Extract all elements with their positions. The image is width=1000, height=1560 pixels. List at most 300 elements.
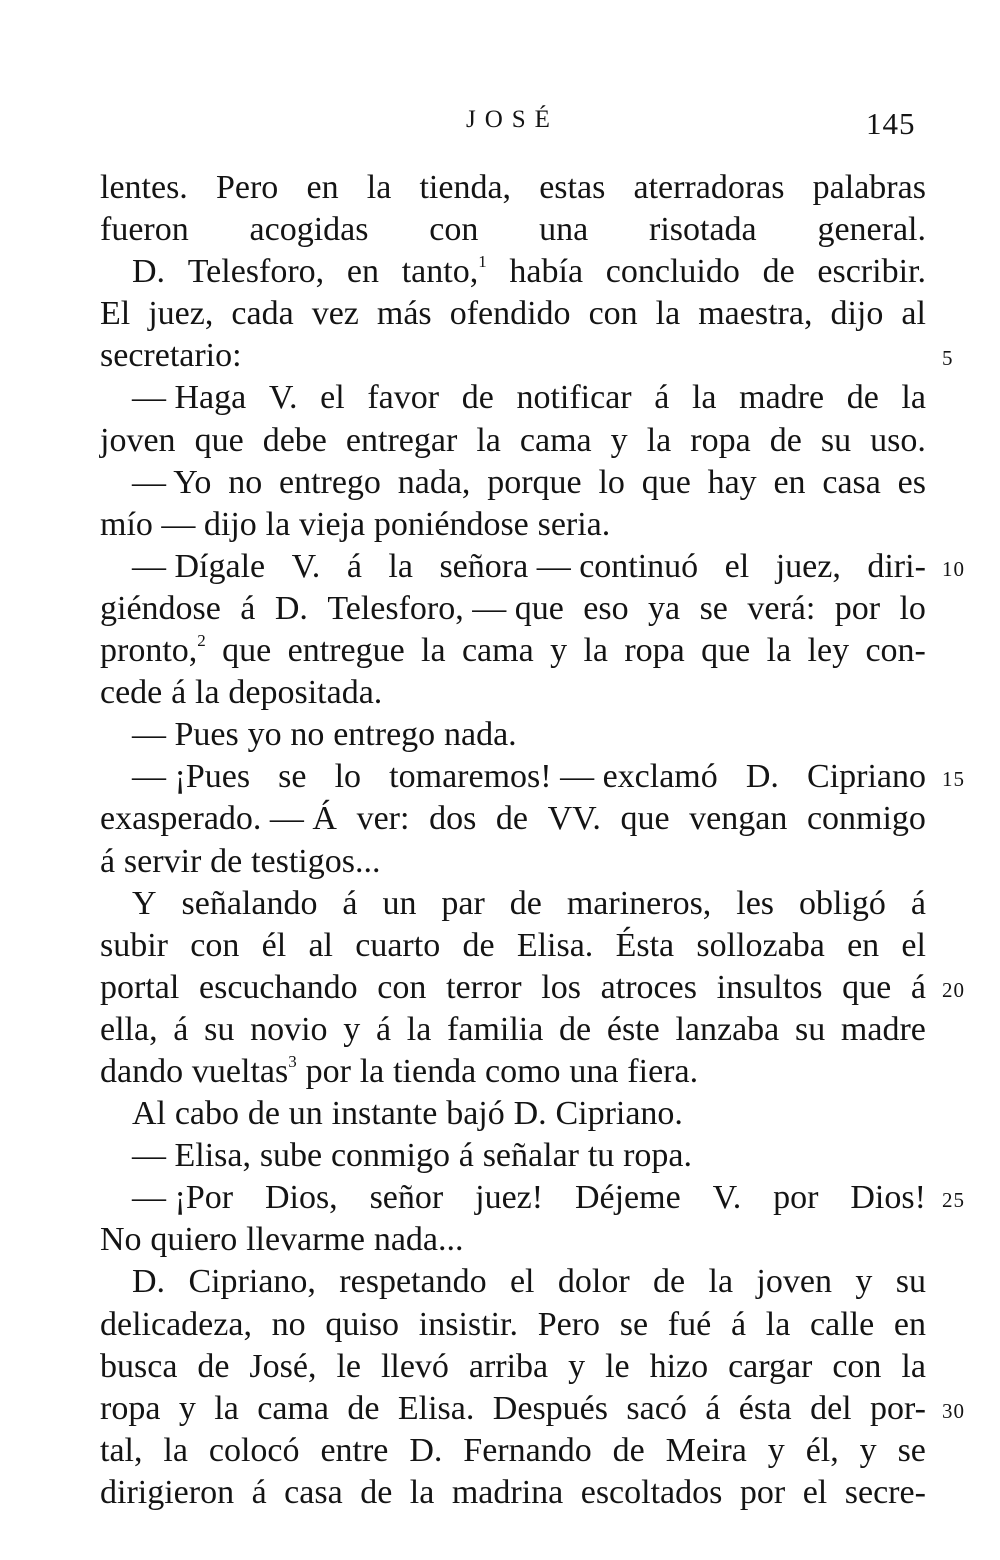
word: de <box>762 253 795 291</box>
word: hay <box>707 463 757 501</box>
word: arriba <box>468 1347 549 1385</box>
word: se <box>699 589 728 627</box>
word: y <box>343 1010 361 1048</box>
word: calle <box>810 1305 875 1343</box>
word: obligó <box>798 884 886 922</box>
word: que <box>701 632 751 670</box>
word: de <box>462 926 495 964</box>
word: entrego <box>278 463 381 501</box>
text-line <box>100 841 926 883</box>
text-line <box>100 1135 926 1177</box>
word: ella, <box>100 1010 158 1048</box>
word: por <box>305 1052 351 1090</box>
word: dolor <box>557 1263 630 1301</box>
word: con <box>588 295 638 333</box>
word: nada. <box>444 716 517 754</box>
word: D. <box>132 253 166 291</box>
word: V. <box>712 1179 742 1217</box>
word: hizo <box>649 1347 709 1385</box>
word: no <box>290 716 325 754</box>
word: — ¡Pues <box>132 758 251 796</box>
word: en <box>346 253 379 291</box>
word: debe <box>262 421 327 459</box>
word: insultos <box>716 968 823 1006</box>
word: Déjeme <box>574 1179 681 1217</box>
word: ofendido <box>449 295 571 333</box>
word: una <box>569 1052 619 1090</box>
word: la <box>476 421 501 459</box>
line-number-marker: 30 <box>942 1398 965 1423</box>
word: con <box>429 211 479 249</box>
word: joven <box>756 1263 832 1301</box>
text-line <box>100 756 965 798</box>
word: vieja <box>299 505 366 543</box>
word: bajó <box>446 1095 505 1133</box>
text-line <box>100 925 926 967</box>
word: vez <box>311 295 359 333</box>
word: á <box>910 884 926 922</box>
word: con <box>832 1347 882 1385</box>
word: depositada. <box>228 674 383 712</box>
word: á <box>100 842 116 880</box>
word: ésta <box>738 1389 792 1427</box>
word: uso. <box>870 421 926 459</box>
text-line <box>100 1304 926 1346</box>
word: á <box>171 674 187 712</box>
word: con- <box>865 632 926 670</box>
text-line <box>100 1430 926 1472</box>
word: vueltas$^3$ <box>191 1051 297 1090</box>
word: de <box>769 421 802 459</box>
word: Dios, <box>264 1179 338 1217</box>
word: instante <box>331 1095 438 1133</box>
word: madre <box>739 379 825 417</box>
word: el <box>724 547 750 585</box>
word: cama <box>257 1389 329 1427</box>
word: de <box>247 1095 280 1133</box>
word: Telesforo, — que <box>327 589 564 627</box>
word: al <box>901 295 926 333</box>
word: Pero <box>537 1305 601 1343</box>
word: juez, <box>775 547 841 585</box>
word: su <box>895 1263 926 1301</box>
word: de <box>559 1010 592 1048</box>
word: pronto,$^2$ <box>100 631 206 670</box>
word: ley <box>807 632 850 670</box>
word: quiero <box>150 1221 238 1259</box>
word: de <box>509 884 542 922</box>
line-number-marker: 5 <box>942 346 954 371</box>
word: exasperado. — Á <box>100 800 337 838</box>
text-line <box>100 630 926 672</box>
word: quiso <box>325 1305 400 1343</box>
word: seria. <box>537 505 611 543</box>
word: casa <box>284 1473 343 1511</box>
word: risotada <box>649 211 757 249</box>
text-line <box>100 714 926 756</box>
word: D. <box>745 758 779 796</box>
word: de <box>612 1431 645 1469</box>
word: á <box>240 589 256 627</box>
text-line <box>100 420 926 462</box>
word: D. <box>409 1431 443 1469</box>
text-line <box>100 1093 926 1135</box>
word: el <box>509 1263 535 1301</box>
word: favor <box>367 379 440 417</box>
word: tienda <box>393 1052 477 1090</box>
word: la <box>163 1431 188 1469</box>
word: — Pues <box>132 716 239 754</box>
word: se <box>278 758 307 796</box>
word: por- <box>870 1389 926 1427</box>
word: terror <box>446 968 522 1006</box>
word: y <box>568 1347 586 1385</box>
word: tomaremos! — exclamó <box>389 758 718 796</box>
word: aterradoras <box>633 169 785 206</box>
word: insistir. <box>418 1305 518 1343</box>
word: general. <box>817 211 926 249</box>
word: el <box>802 1473 828 1511</box>
word: y <box>855 1263 873 1301</box>
word: Y <box>132 884 157 922</box>
word: de <box>360 1473 393 1511</box>
word: llevó <box>380 1347 449 1385</box>
word: él <box>261 926 287 964</box>
word: lo <box>899 589 926 627</box>
word: — Dígale <box>132 547 266 585</box>
word: ropa <box>690 421 751 459</box>
word: entregue <box>287 632 405 670</box>
word: un <box>288 1095 323 1133</box>
word: nada, <box>397 463 471 501</box>
word: El <box>100 295 131 333</box>
word: par <box>441 884 485 922</box>
word: en <box>893 1305 926 1343</box>
word: fiera. <box>627 1052 699 1090</box>
word: servir <box>123 842 202 880</box>
word: No <box>100 1221 142 1259</box>
word: de <box>495 800 528 838</box>
word: por <box>834 589 881 627</box>
word: los <box>541 968 581 1006</box>
word: de <box>347 1389 380 1427</box>
word: les <box>736 884 775 922</box>
text-line <box>100 335 954 377</box>
word: Elisa. <box>516 926 594 964</box>
word: dijo <box>830 295 884 333</box>
word: á <box>375 1010 392 1048</box>
word: — Haga <box>132 379 247 417</box>
word: señalando <box>181 884 318 922</box>
text-line <box>100 1388 965 1430</box>
text-line <box>100 1346 926 1388</box>
word: había <box>509 253 584 291</box>
word: cama <box>519 421 592 459</box>
word: entre <box>320 1431 389 1469</box>
word: no <box>228 463 263 501</box>
word: Al <box>132 1095 166 1133</box>
word: tal, <box>100 1431 143 1469</box>
word: secre- <box>844 1473 926 1511</box>
word: conmigo <box>330 1137 450 1175</box>
word: su <box>794 1010 826 1048</box>
word: nada... <box>373 1221 464 1259</box>
word: concluido <box>605 253 740 291</box>
word: y <box>767 1431 785 1469</box>
word: madre <box>840 1010 926 1048</box>
word: cabo <box>174 1095 240 1133</box>
word: su <box>204 1010 235 1048</box>
text-line <box>100 462 926 504</box>
word: que <box>641 463 691 501</box>
word: lo <box>334 758 362 796</box>
word: ropa <box>100 1389 161 1427</box>
word: dando <box>100 1052 184 1090</box>
line-number-marker: 25 <box>942 1188 965 1213</box>
word: la <box>691 379 717 417</box>
word: subir <box>100 926 168 964</box>
word: entrego <box>333 716 436 754</box>
word: diri- <box>867 547 926 585</box>
word: más <box>376 295 432 333</box>
word: á <box>342 884 358 922</box>
word: una <box>539 211 589 249</box>
word: entregar <box>345 421 458 459</box>
word: poniéndose <box>373 505 529 543</box>
word: sollozaba <box>696 926 825 964</box>
word: de <box>653 1263 686 1301</box>
word: y <box>859 1431 877 1469</box>
word: señalar <box>482 1137 579 1175</box>
word: ver: <box>356 800 410 838</box>
running-title: JOSÉ <box>466 106 559 133</box>
word: D. <box>513 1095 547 1133</box>
text-line <box>100 1009 926 1051</box>
word: escribir. <box>817 253 926 291</box>
word: éste <box>606 1010 660 1048</box>
word: á <box>910 968 926 1006</box>
word: que <box>194 421 244 459</box>
text-line <box>100 167 926 209</box>
text-line <box>100 1261 926 1303</box>
text-line <box>100 1177 965 1219</box>
word: cargar <box>728 1347 813 1385</box>
text-line <box>100 1219 926 1261</box>
word: ropa. <box>623 1137 693 1175</box>
word: Pero <box>215 169 279 206</box>
word: cede <box>100 674 163 712</box>
word: sube <box>259 1137 323 1175</box>
word: ropa <box>624 632 685 670</box>
line-number-marker: 15 <box>942 767 965 792</box>
word: porque <box>487 463 582 501</box>
word: Después <box>492 1389 608 1427</box>
word: cuarto <box>355 926 441 964</box>
word: novio <box>250 1010 328 1048</box>
word: tu <box>587 1137 615 1175</box>
word: la <box>583 632 608 670</box>
line-number-marker: 20 <box>942 977 965 1002</box>
word: cada <box>231 295 294 333</box>
word: ya <box>648 589 681 627</box>
page-number: 145 <box>866 106 916 141</box>
word: le <box>605 1347 630 1385</box>
word: palabras <box>812 169 926 206</box>
word: dirigieron <box>100 1473 235 1511</box>
word: secretario: <box>100 337 242 375</box>
word: yo <box>247 716 282 754</box>
word: vengan <box>689 800 788 838</box>
word: le <box>336 1347 361 1385</box>
word: D. <box>132 1263 166 1301</box>
text-line <box>100 588 926 630</box>
word: Elisa. <box>397 1389 475 1427</box>
word: la <box>195 674 220 712</box>
word: mío — dijo <box>100 505 257 543</box>
word: Cipriano <box>807 758 926 796</box>
word: Meira <box>665 1431 747 1469</box>
word: la <box>901 379 926 417</box>
word: cama <box>461 632 534 670</box>
text-line <box>100 1051 926 1093</box>
word: y <box>550 632 568 670</box>
word: juez, <box>148 295 214 333</box>
word: escoltados <box>580 1473 723 1511</box>
word: casa <box>822 463 881 501</box>
text-line <box>100 798 926 840</box>
word: se <box>897 1431 926 1469</box>
word: verá: <box>747 589 816 627</box>
word: D. <box>274 589 308 627</box>
word: Fernando <box>463 1431 592 1469</box>
word: Ésta <box>615 926 675 964</box>
word: con <box>190 926 240 964</box>
word: á <box>251 1473 267 1511</box>
word: el <box>320 379 345 417</box>
word: señora — continuó <box>439 547 699 585</box>
text-line <box>100 293 926 335</box>
word: busca <box>100 1347 178 1385</box>
word: señor <box>369 1179 444 1217</box>
word: la <box>708 1263 734 1301</box>
word: es <box>897 463 926 501</box>
word: colocó <box>208 1431 300 1469</box>
word: á <box>346 547 362 585</box>
word: Cipriano, <box>188 1263 316 1301</box>
word: la <box>901 1347 926 1385</box>
word: familia <box>447 1010 544 1048</box>
word: de <box>846 379 879 417</box>
word: al <box>308 926 333 964</box>
text-line <box>100 377 926 419</box>
word: y <box>610 421 628 459</box>
word: acogidas <box>249 211 369 249</box>
word: José, <box>249 1347 317 1385</box>
word: á <box>654 379 670 417</box>
word: la <box>765 1305 791 1343</box>
text-line <box>100 672 926 714</box>
word: por <box>739 1473 786 1511</box>
text-line <box>100 1472 926 1514</box>
word: Cipriano. <box>555 1095 683 1133</box>
word: — Yo <box>132 463 212 501</box>
word: en <box>847 926 880 964</box>
word: — ¡Por <box>132 1179 234 1217</box>
word: atroces <box>600 968 697 1006</box>
word: á <box>173 1010 189 1048</box>
word: Dios! <box>850 1179 926 1217</box>
word: maestra, <box>698 295 813 333</box>
word: á <box>730 1305 747 1343</box>
text-line <box>100 209 926 251</box>
word: del <box>810 1389 852 1427</box>
word: Telesforo, <box>187 253 325 291</box>
word: tienda, <box>419 169 512 206</box>
word: la <box>646 421 672 459</box>
word: eso <box>583 589 629 627</box>
word: marineros, <box>566 884 712 922</box>
word: lentes. <box>100 169 188 206</box>
text-line <box>100 504 926 546</box>
word: que <box>620 800 670 838</box>
word: juez! <box>475 1179 544 1217</box>
text-line <box>100 967 965 1009</box>
word: la <box>388 547 413 585</box>
word: la <box>406 1010 432 1048</box>
word: la <box>655 295 681 333</box>
word: no <box>271 1305 306 1343</box>
word: sacó <box>626 1389 687 1427</box>
word: conmigo <box>806 800 926 838</box>
word: la <box>359 1052 385 1090</box>
word: la <box>766 632 792 670</box>
word: V. <box>268 379 298 417</box>
word: testigos... <box>251 842 381 880</box>
word: en <box>306 169 339 206</box>
word: VV. <box>547 800 601 838</box>
word: fué <box>667 1305 712 1343</box>
word: escuchando <box>199 968 358 1006</box>
text-line <box>100 546 965 588</box>
word: á <box>705 1389 721 1427</box>
word: un <box>382 884 417 922</box>
line-number-marker: 10 <box>942 556 965 581</box>
word: se <box>619 1305 649 1343</box>
word: con <box>377 968 427 1006</box>
word: tanto,$^1$ <box>401 252 487 291</box>
word: estas <box>539 169 606 206</box>
word: llevarme <box>246 1221 366 1259</box>
word: de <box>461 379 494 417</box>
word: lo <box>598 463 625 501</box>
word: — Elisa, <box>132 1137 251 1175</box>
word: que <box>842 968 892 1006</box>
word: la <box>366 169 392 206</box>
word: portal <box>100 968 180 1006</box>
word: en <box>773 463 806 501</box>
word: lanzaba <box>675 1010 780 1048</box>
word: de <box>197 1347 230 1385</box>
word: su <box>820 421 852 459</box>
word: la <box>214 1389 239 1427</box>
word: la <box>421 632 446 670</box>
word: la <box>409 1473 435 1511</box>
text-line <box>100 251 926 293</box>
word: la <box>265 505 291 543</box>
word: dos <box>429 800 477 838</box>
word: giéndose <box>100 589 221 627</box>
word: á <box>458 1137 474 1175</box>
